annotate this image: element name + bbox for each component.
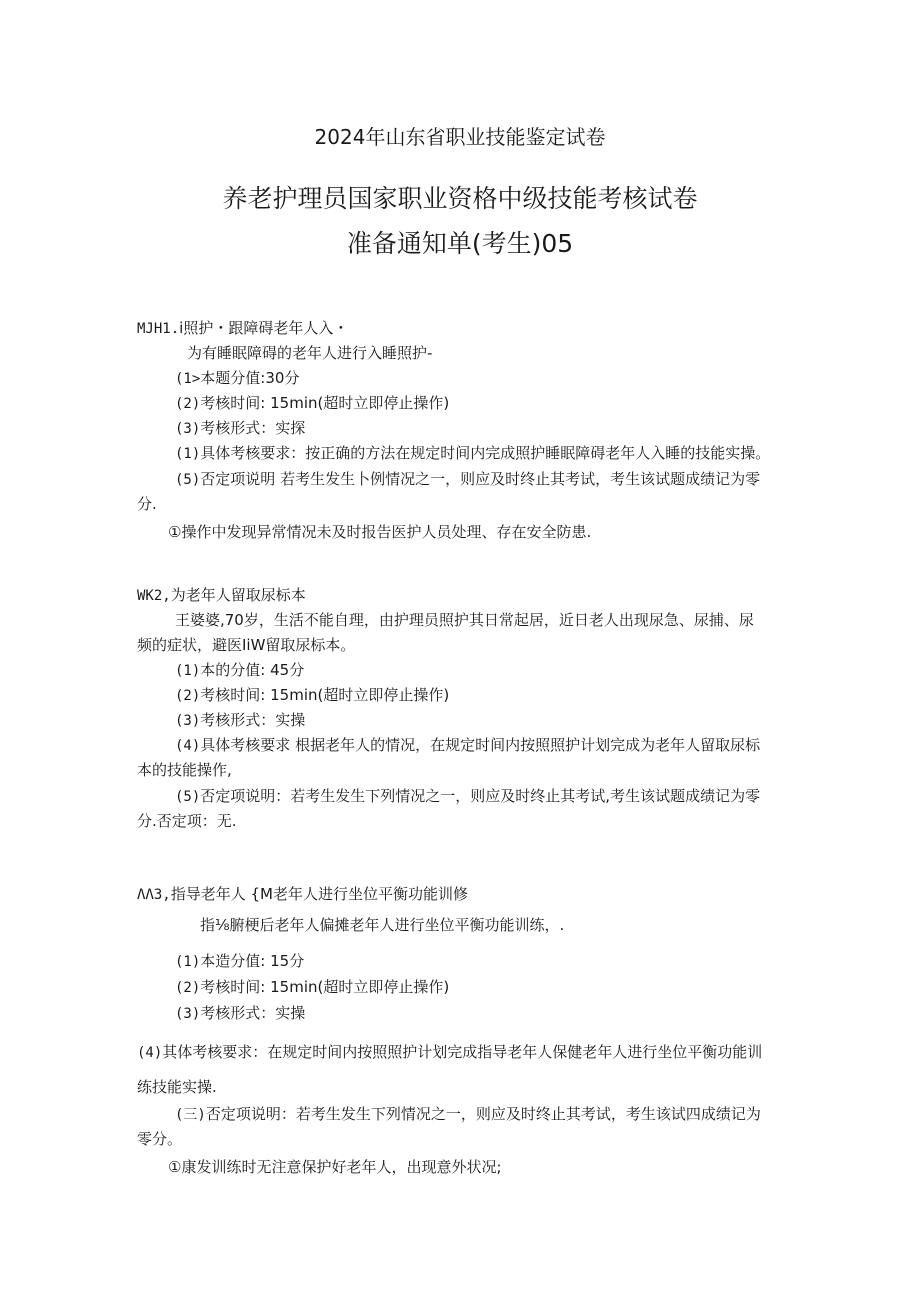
q3-item: (2)考核时间: 15min(超时立即停止操作) — [175, 978, 450, 996]
q2-description: 王婆婆,70岁，生活不能自理，由护理员照护其日常起居，近日老人出现尿急、尿捕、尿 — [175, 611, 754, 629]
q1-veto-item: ①操作中发现异常情况未及时报告医护人员处理、存在安全防患. — [168, 523, 592, 541]
q3-item-wrap: 练技能实操. — [137, 1078, 217, 1096]
q1-item: (2)考核时间: 15min(超时立即停止操作) — [175, 394, 450, 412]
q1-title: i照护・跟障碍老年人入・ — [179, 319, 349, 337]
q2-item: (1)本的分值: 45分 — [175, 661, 305, 679]
q3-code: ΛΛ3, — [137, 887, 171, 903]
q3-title: 指导老年人 {M老年人进行坐位平衡功能训修 — [170, 885, 468, 903]
q1-item: (1>本题分值:30分 — [175, 369, 300, 387]
q1-description: 为有睡眠障碍的老年人进行入睡照护- — [187, 344, 433, 362]
q2-item: (2)考核时间: 15min(超时立即停止操作) — [175, 686, 450, 704]
q2-code: WK2, — [137, 588, 171, 604]
q1-item: (3)考核形式：实探 — [175, 419, 306, 437]
exam-main-title: 养老护理员国家职业资格中级技能考核试卷 — [222, 184, 698, 213]
q3-veto-item: ①康发训练时无注意保护好老年人，出现意外状况; — [168, 1158, 502, 1176]
q1-heading — [137, 318, 348, 339]
q2-item: (3)考核形式：实操 — [175, 711, 306, 729]
q2-title: 为老年人留取尿标本 — [170, 586, 306, 604]
q1-item: (1)具体考核要求：按正确的方法在规定时间内完成照护睡眠障碍老年人入睡的技能实操。 — [175, 444, 771, 462]
q1-code: MJH1. — [137, 321, 180, 337]
q2-item: (4)具体考核要求 根据老年人的情况，在规定时间内按照照护计划完成为老年人留取尿标 — [175, 736, 761, 754]
q2-item-wrap: 本的技能操作, — [137, 761, 232, 779]
exam-year-title: 2024年山东省职业技能鉴定试卷 — [314, 125, 606, 149]
q3-item: (三)否定项说明：若考生发生下列情况之一，则应及时终止其考试，考生该试四成绩记为 — [175, 1105, 761, 1123]
q2-item-wrap: 分.否定项：无. — [137, 812, 237, 830]
q3-description: 指⅛腑梗后老年人偏摊老年人进行坐位平衡功能训练，. — [200, 916, 565, 934]
q1-item: (5)否定项说明 若考生发生卜例情况之一，则应及时终止其考试，考生该试题成绩记为零 — [175, 470, 761, 488]
q3-item-wrap: 零分。 — [137, 1130, 183, 1148]
q3-item: (1)本造分值: 15分 — [175, 952, 305, 970]
q3-item: (3)考核形式：实操 — [175, 1004, 306, 1022]
q3-heading — [137, 884, 468, 905]
q2-item: (5)否定项说明：若考生发生下列情况之一，则应及时终止其考试,考生该试题成绩记为零 — [175, 787, 761, 805]
q2-description-wrap: 频的症状，避医IiW留取尿标本。 — [137, 636, 356, 654]
q3-item: (4)其体考核要求：在规定时间内按照照护计划完成指导老年人保健老年人进行坐位平衡功能训 — [137, 1043, 763, 1061]
q1-item-wrap: 分. — [137, 495, 157, 513]
notice-subtitle: 准备通知单(考生)05 — [346, 229, 574, 258]
q2-heading — [137, 585, 306, 606]
